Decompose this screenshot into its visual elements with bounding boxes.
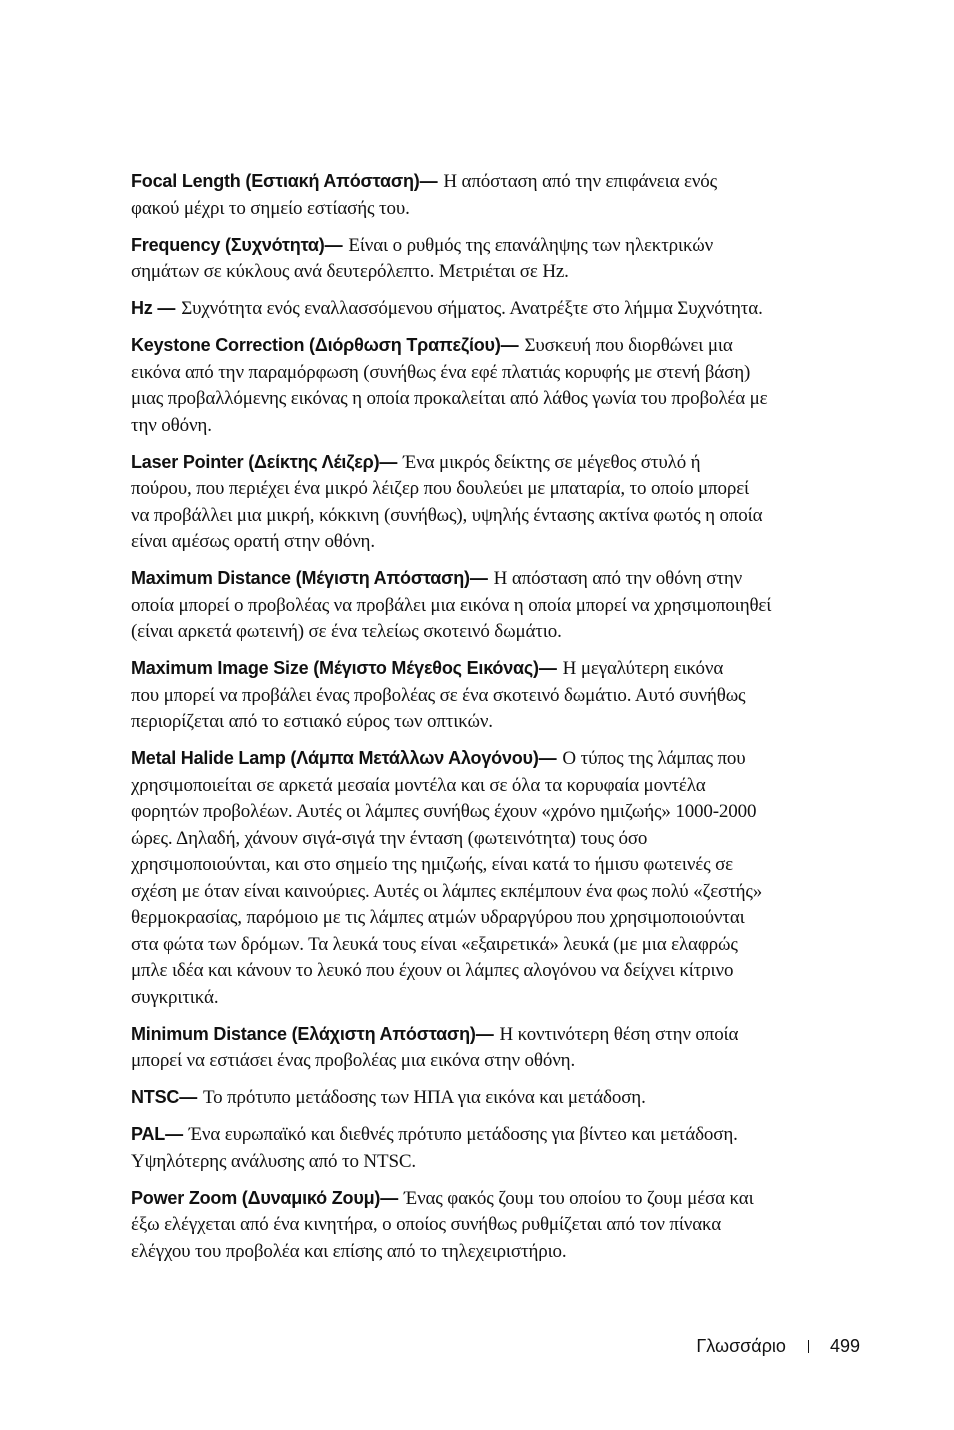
entry-line [131, 259, 866, 286]
entry-line [131, 1048, 866, 1075]
entry-line [131, 958, 866, 985]
definition-text: πούρου, που περιέχει ένα μικρό λέιζερ που δουλεύει με μπαταρία, το οποίο μπορεί [131, 478, 749, 499]
entry-line [131, 1084, 866, 1112]
entry-line [131, 932, 866, 959]
glossary-entry [131, 232, 866, 286]
definition-text: να προβάλλει μια μικρή, κόκκινη (συνήθως), υψηλής έντασης ακτίνα φωτός η οποία [131, 504, 763, 526]
entry-line [131, 852, 866, 879]
entry-line [131, 295, 866, 323]
definition-text: Είναι ο ρυθμός της επανάληψης των ηλεκτρικών [348, 234, 714, 256]
glossary-term: Metal Halide Lamp (Λάμπα Μετάλλων Αλογόνου)— [131, 748, 557, 768]
definition-text: Η μεγαλύτερη εικόνα [562, 658, 724, 679]
glossary-entry [131, 168, 866, 222]
glossary-term: PAL— [131, 1124, 183, 1144]
definition-text: φακού μέχρι το σημείο εστίασής του. [131, 197, 410, 219]
definition-text: στα φώτα των δρόμων. Τα λευκά τους είναι «εξαιρετικά» λευκά (με μια ελαφρώς [131, 933, 738, 955]
definition-text: Συσκευή που διορθώνει μια [524, 335, 733, 356]
definition-text: μπλε ιδέα και κάνουν το λευκό που έχουν οι λάμπες αλογόνου να δείχνει κίτρινο [131, 960, 734, 981]
glossary-entry [131, 449, 866, 556]
definition-text: χρησιμοποιείται σε αρκετά μεσαία μοντέλα και σε όλα τα κορυφαία μοντέλα [131, 774, 706, 796]
footer-divider [808, 1340, 809, 1353]
glossary-entry [131, 1021, 866, 1075]
entry-line [131, 799, 866, 826]
entry-line [131, 476, 866, 503]
entry-line [131, 360, 866, 387]
definition-text: ώρες. Δηλαδή, χάνουν σιγά-σιγά την ένταση (φωτεινότητα) τους όσο [131, 827, 648, 849]
glossary-entry [131, 1084, 866, 1112]
glossary-entry [131, 295, 866, 323]
entry-line [131, 655, 866, 683]
definition-text: Η απόσταση από την οθόνη στην [493, 568, 743, 589]
glossary-entry [131, 655, 866, 736]
entry-line [131, 449, 866, 477]
glossary-term: Focal Length (Εστιακή Απόσταση)— [131, 171, 438, 191]
definition-text: συγκριτικά. [131, 986, 219, 1008]
definition-text: την οθόνη. [131, 414, 212, 436]
definition-text: μιας προβαλλόμενης εικόνας η οποία προκαλείται από λάθος γωνία του προβολέα με [131, 388, 768, 409]
definition-text: Ένας φακός ζουμ του οποίου το ζουμ μέσα και [404, 1187, 754, 1209]
definition-text: θερμοκρασίας, παρόμοιο με τις λάμπες ατμών υδραργύρου που χρησιμοποιούνται [131, 907, 745, 928]
entry-line [131, 826, 866, 853]
definition-text: Ένα ευρωπαϊκό και διεθνές πρότυπο μετάδοσης για βίντεο και μετάδοση. [188, 1124, 738, 1145]
definition-text: Η κοντινότερη θέση στην οποία [499, 1023, 739, 1045]
definition-text: Το πρότυπο μετάδοσης των ΗΠΑ για εικόνα και μετάδοση. [203, 1087, 646, 1108]
entry-line [131, 1121, 866, 1149]
definition-text: Ένα μικρός δείκτης σε μέγεθος στυλό ή [403, 451, 701, 473]
entry-line [131, 879, 866, 906]
definition-text: έξω ελέγχεται από ένα κινητήρα, ο οποίος συνήθως ρυθμίζεται από τον πίνακα [131, 1214, 722, 1235]
glossary-term: Keystone Correction (Διόρθωση Τραπεζίου)— [131, 335, 519, 355]
entry-line [131, 619, 866, 646]
glossary-entry [131, 332, 866, 439]
definition-text: οποία μπορεί ο προβολέας να προβάλει μια εικόνα η οποία μπορεί να χρησιμοποιηθεί [131, 594, 772, 616]
entry-line [131, 593, 866, 620]
definition-text: Υψηλότερης ανάλυσης από το NTSC. [131, 1150, 416, 1172]
glossary-term: Frequency (Συχνότητα)— [131, 234, 343, 255]
entry-line [131, 985, 866, 1012]
definition-text: που μπορεί να προβάλει ένας προβολέας σε ένα σκοτεινό δωμάτιο. Αυτό συνήθως [131, 684, 746, 706]
definition-text: Ο τύπος της λάμπας που [562, 748, 746, 769]
glossary-term: Laser Pointer (Δείκτης Λέιζερ)— [131, 451, 398, 472]
glossary-entry [131, 565, 866, 646]
entry-line [131, 709, 866, 736]
definition-text: εικόνα από την παραμόρφωση (συνήθως ένα εφέ πλατιάς κορυφής με στενή βάση) [131, 361, 751, 383]
definition-text: μπορεί να εστιάσει ένας προβολέας μια εικόνα στην οθόνη. [131, 1050, 576, 1071]
entry-line [131, 503, 866, 530]
entry-line [131, 1212, 866, 1239]
glossary-entry [131, 745, 866, 1011]
glossary-term: Hz — [131, 298, 176, 318]
entry-line [131, 1239, 866, 1266]
glossary-term: Power Zoom (Δυναμικό Ζουμ)— [131, 1187, 399, 1208]
page-footer [672, 1336, 860, 1357]
entry-line [131, 529, 866, 556]
entry-line [131, 332, 866, 360]
definition-text: (είναι αρκετά φωτεινή) σε ένα τελείως σκοτεινό δωμάτιο. [131, 621, 562, 642]
glossary-content [131, 168, 866, 1275]
definition-text: Η απόσταση από την επιφάνεια ενός [443, 171, 717, 192]
glossary-term: Maximum Image Size (Μέγιστο Μέγεθος Εικόνας)— [131, 658, 557, 678]
entry-line [131, 1021, 866, 1049]
definition-text: είναι αμέσως ορατή στην οθόνη. [131, 531, 375, 552]
glossary-term: Minimum Distance (Ελάχιστη Απόσταση)— [131, 1023, 494, 1044]
definition-text: σχέση με όταν είναι καινούριες. Αυτές οι λάμπες εκπέμπουν ένα φως πολύ «ζεστής» [131, 880, 763, 902]
entry-line [131, 1149, 866, 1176]
definition-text: φορητών προβολέων. Αυτές οι λάμπες συνήθως έχουν «χρόνο ημιζωής» 1000-2000 [131, 801, 757, 822]
entry-line [131, 168, 866, 196]
entry-line [131, 386, 866, 413]
entry-line [131, 683, 866, 710]
page-number: 499 [829, 1336, 860, 1356]
definition-text: Συχνότητα ενός εναλλασσόμενου σήματος. Ανατρέξτε στο λήμμα Συχνότητα. [181, 298, 763, 319]
definition-text: περιορίζεται από το εστιακό εύρος των οπτικών. [131, 711, 493, 732]
entry-line [131, 905, 866, 932]
entry-line [131, 232, 866, 260]
entry-line [131, 565, 866, 593]
glossary-term: Maximum Distance (Μέγιστη Απόσταση)— [131, 568, 488, 588]
entry-line [131, 773, 866, 800]
glossary-term: NTSC— [131, 1087, 197, 1107]
entry-line [131, 745, 866, 773]
definition-text: χρησιμοποιούνται, και στο σημείο της ημιζωής, είναι κατά το ήμισυ φωτεινές σε [131, 854, 734, 875]
definition-text: ελέγχου του προβολέα και επίσης από το τηλεχειριστήριο. [131, 1240, 567, 1262]
footer-section-title: Γλωσσάριο [696, 1336, 786, 1356]
entry-line [131, 1185, 866, 1213]
glossary-entry [131, 1185, 866, 1266]
entry-line [131, 413, 866, 440]
definition-text: σημάτων σε κύκλους ανά δευτερόλεπτο. Μετριέται σε Hz. [131, 261, 569, 282]
entry-line [131, 196, 866, 223]
glossary-entry [131, 1121, 866, 1175]
